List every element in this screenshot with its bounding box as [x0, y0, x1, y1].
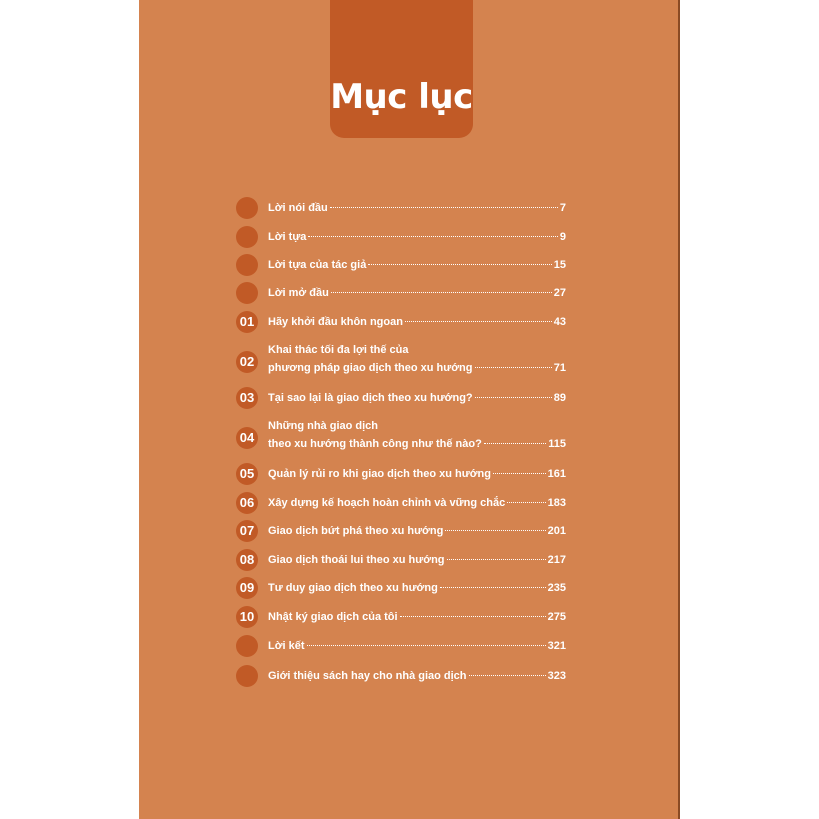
toc-entry-loi-mo-dau[interactable]	[236, 281, 566, 305]
page-title: Mục lục	[330, 77, 473, 117]
toc-entry-page: 161	[547, 468, 566, 480]
toc-entry-page: 201	[547, 525, 566, 537]
toc-entry-chapter-03[interactable]	[236, 386, 566, 410]
toc-entry-page: 15	[553, 259, 566, 271]
toc-entry-loi-ket[interactable]	[236, 634, 566, 658]
toc-bullet	[236, 635, 258, 657]
dot-leader	[405, 321, 552, 322]
chapter-number-badge: 03	[236, 387, 258, 409]
toc-entry-gioi-thieu-sach[interactable]	[236, 664, 566, 688]
chapter-number-badge: 07	[236, 520, 258, 542]
toc-entry-page: 9	[559, 231, 566, 243]
toc-entry-page: 183	[547, 497, 566, 509]
toc-bullet	[236, 254, 258, 276]
chapter-number-badge: 05	[236, 463, 258, 485]
toc-entry-page: 7	[559, 202, 566, 214]
dot-leader	[440, 587, 546, 588]
toc-entry-page: 323	[547, 670, 566, 682]
toc-bullet	[236, 282, 258, 304]
toc-entry-label-line1: Những nhà giao dịch	[268, 420, 379, 432]
dot-leader	[445, 530, 545, 531]
toc-entry-page: 275	[547, 611, 566, 623]
toc-bullet	[236, 665, 258, 687]
toc-entry-chapter-09[interactable]	[236, 576, 566, 600]
toc-entry-label: Lời mở đầu	[268, 287, 329, 299]
toc-entry-label: Lời tựa của tác giả	[268, 259, 367, 271]
dot-leader	[400, 616, 546, 617]
toc-entry-label: Xây dựng kế hoạch hoàn chỉnh và vững chắc	[268, 497, 506, 509]
toc-entry-chapter-02[interactable]	[236, 342, 566, 382]
toc-entry-page: 217	[547, 554, 566, 566]
toc-entry-page: 43	[553, 316, 566, 328]
dot-leader	[493, 473, 546, 474]
toc-entry-label: Giao dịch bứt phá theo xu hướng	[268, 525, 444, 537]
dot-leader	[308, 236, 557, 237]
toc-entry-label: Tư duy giao dịch theo xu hướng	[268, 582, 438, 594]
toc-entry-chapter-07[interactable]	[236, 519, 566, 543]
toc-entry-page: 321	[547, 640, 566, 652]
chapter-number-badge: 01	[236, 311, 258, 333]
toc-entry-label: Tại sao lại là giao dịch theo xu hướng?	[268, 392, 473, 404]
chapter-number-badge: 02	[236, 351, 258, 373]
dot-leader	[469, 675, 546, 676]
chapter-number-badge: 04	[236, 427, 258, 449]
toc-entry-chapter-06[interactable]	[236, 491, 566, 515]
toc-entry-page: 27	[553, 287, 566, 299]
toc-bullet	[236, 226, 258, 248]
toc-entry-label: Quản lý rủi ro khi giao dịch theo xu hướng	[268, 468, 491, 480]
toc-entry-page: 115	[548, 438, 566, 450]
toc-entry-chapter-01[interactable]	[236, 310, 566, 334]
toc-entry-label: Lời nói đầu	[268, 202, 328, 214]
toc-bullet	[236, 197, 258, 219]
dot-leader	[331, 292, 552, 293]
toc-entry-label: Lời kết	[268, 640, 305, 652]
chapter-number-badge: 06	[236, 492, 258, 514]
dot-leader	[484, 443, 546, 444]
toc-entry-loi-noi-dau[interactable]	[236, 196, 566, 220]
page-edge-shadow	[678, 0, 680, 819]
toc-entry-label: theo xu hướng thành công như thế nào?	[268, 438, 482, 450]
toc-entry-label: Giao dịch thoái lui theo xu hướng	[268, 554, 445, 566]
toc-entry-page: 71	[553, 362, 566, 374]
dot-leader	[447, 559, 546, 560]
toc-entry-loi-tua-tac-gia[interactable]	[236, 253, 566, 277]
chapter-number-badge: 08	[236, 549, 258, 571]
chapter-number-badge: 10	[236, 606, 258, 628]
toc-entry-loi-tua[interactable]	[236, 225, 566, 249]
toc-entry-label: phương pháp giao dịch theo xu hướng	[268, 362, 473, 374]
dot-leader	[330, 207, 558, 208]
toc-entry-label: Hãy khởi đầu khôn ngoan	[268, 316, 403, 328]
toc-entry-chapter-10[interactable]	[236, 605, 566, 629]
title-tab	[330, 0, 473, 138]
dot-leader	[475, 367, 552, 368]
dot-leader	[475, 397, 552, 398]
toc-entry-chapter-08[interactable]	[236, 548, 566, 572]
toc-entry-page: 235	[547, 582, 566, 594]
dot-leader	[368, 264, 551, 265]
dot-leader	[507, 502, 545, 503]
toc-entry-chapter-04[interactable]	[236, 418, 566, 458]
toc-entry-chapter-05[interactable]	[236, 462, 566, 486]
toc-entry-label: Lời tựa	[268, 231, 307, 243]
toc-entry-page: 89	[553, 392, 566, 404]
toc-entry-label: Giới thiệu sách hay cho nhà giao dịch	[268, 670, 467, 682]
dot-leader	[307, 645, 546, 646]
toc-entry-label: Nhật ký giao dịch của tôi	[268, 611, 398, 623]
chapter-number-badge: 09	[236, 577, 258, 599]
toc-entry-label-line1: Khai thác tối đa lợi thế của	[268, 344, 409, 356]
